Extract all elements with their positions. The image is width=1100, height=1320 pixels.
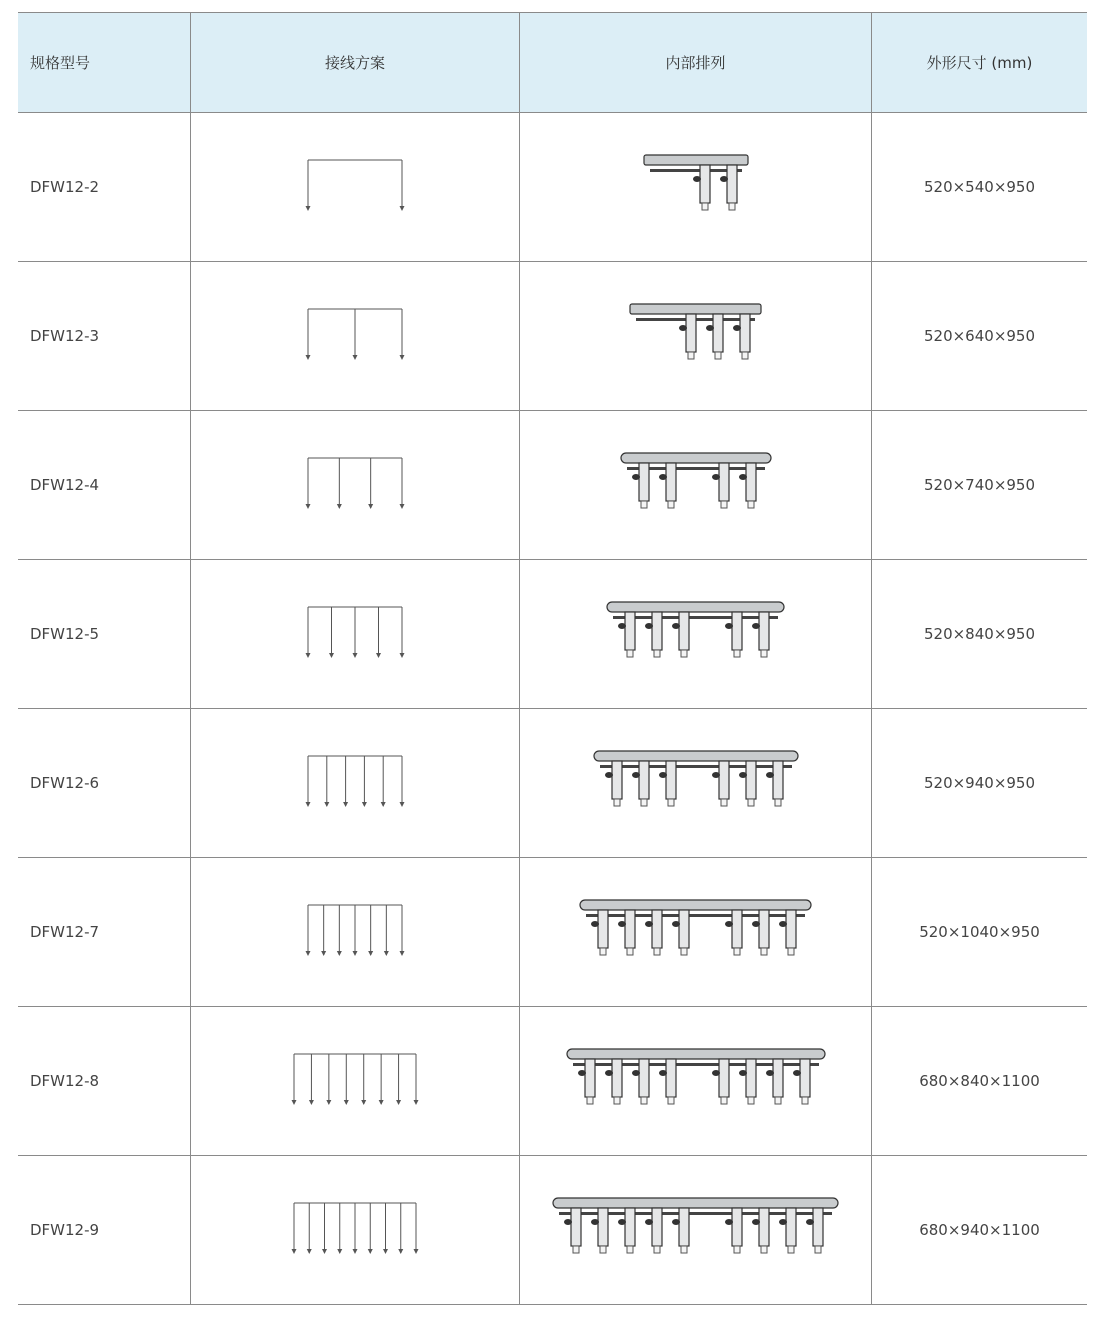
arrow-icon bbox=[343, 802, 348, 807]
internal-layout-cell bbox=[520, 262, 872, 411]
support-rail bbox=[586, 914, 805, 917]
main-bus-tube bbox=[567, 1049, 825, 1059]
arrow-icon bbox=[353, 355, 358, 360]
internal-layout-cell bbox=[520, 709, 872, 858]
dimensions-cell: 520×840×950 bbox=[872, 560, 1088, 709]
arrow-icon bbox=[400, 355, 405, 360]
header-wiring: 接线方案 bbox=[191, 13, 520, 113]
arrow-icon bbox=[337, 504, 342, 509]
arrow-icon bbox=[353, 653, 358, 658]
arrow-icon bbox=[362, 802, 367, 807]
dimensions-cell: 520×940×950 bbox=[872, 709, 1088, 858]
arrow-icon bbox=[398, 1249, 403, 1254]
table-row bbox=[18, 858, 1087, 1007]
wiring-diagram bbox=[291, 1199, 419, 1261]
internal-layout-cell bbox=[520, 1007, 872, 1156]
model-cell: DFW12-2 bbox=[18, 113, 191, 262]
arrow-icon bbox=[344, 1100, 349, 1105]
header-row bbox=[18, 13, 1087, 113]
arrow-icon bbox=[306, 355, 311, 360]
support-rail bbox=[600, 765, 792, 768]
table-row bbox=[18, 411, 1087, 560]
wiring-diagram-cell bbox=[191, 1007, 520, 1156]
arrow-icon bbox=[307, 1249, 312, 1254]
wiring-diagram bbox=[305, 454, 405, 516]
internal-layout-cell bbox=[520, 411, 872, 560]
spec-table bbox=[18, 12, 1087, 1305]
arrow-icon bbox=[368, 951, 373, 956]
table-row bbox=[18, 1007, 1087, 1156]
internal-layout-illustration bbox=[589, 743, 803, 823]
main-bus-tube bbox=[621, 453, 771, 463]
internal-layout-cell bbox=[520, 858, 872, 1007]
arrow-icon bbox=[306, 951, 311, 956]
table-row bbox=[18, 1156, 1087, 1305]
wiring-diagram-cell bbox=[191, 858, 520, 1007]
dimensions-cell: 520×1040×950 bbox=[872, 858, 1088, 1007]
model-cell: DFW12-7 bbox=[18, 858, 191, 1007]
arrow-icon bbox=[376, 653, 381, 658]
dimensions-cell: 680×940×1100 bbox=[872, 1156, 1088, 1305]
arrow-icon bbox=[329, 653, 334, 658]
arrow-icon bbox=[306, 653, 311, 658]
model-cell: DFW12-4 bbox=[18, 411, 191, 560]
table-row bbox=[18, 113, 1087, 262]
arrow-icon bbox=[337, 1249, 342, 1254]
model-cell: DFW12-9 bbox=[18, 1156, 191, 1305]
wiring-diagram bbox=[305, 901, 405, 963]
model-cell: DFW12-3 bbox=[18, 262, 191, 411]
header-dimensions: 外形尺寸 (mm) bbox=[872, 13, 1088, 113]
wiring-diagram-cell bbox=[191, 560, 520, 709]
arrow-icon bbox=[383, 1249, 388, 1254]
arrow-icon bbox=[306, 504, 311, 509]
arrow-icon bbox=[379, 1100, 384, 1105]
internal-layout-illustration bbox=[562, 1041, 830, 1121]
model-cell: DFW12-8 bbox=[18, 1007, 191, 1156]
arrow-icon bbox=[414, 1249, 419, 1254]
arrow-icon bbox=[326, 1100, 331, 1105]
arrow-icon bbox=[306, 206, 311, 211]
wiring-diagram bbox=[291, 1050, 419, 1112]
dimensions-cell: 520×540×950 bbox=[872, 113, 1088, 262]
arrow-icon bbox=[368, 504, 373, 509]
model-cell: DFW12-5 bbox=[18, 560, 191, 709]
arrow-icon bbox=[306, 802, 311, 807]
arrow-icon bbox=[324, 802, 329, 807]
arrow-icon bbox=[309, 1100, 314, 1105]
wiring-diagram-cell bbox=[191, 113, 520, 262]
wiring-diagram-cell bbox=[191, 411, 520, 560]
arrow-icon bbox=[400, 951, 405, 956]
arrow-icon bbox=[361, 1100, 366, 1105]
arrow-icon bbox=[400, 504, 405, 509]
wiring-diagram bbox=[305, 752, 405, 814]
internal-layout-illustration bbox=[548, 1190, 843, 1270]
arrow-icon bbox=[414, 1100, 419, 1105]
header-layout: 内部排列 bbox=[520, 13, 872, 113]
wiring-diagram-cell bbox=[191, 709, 520, 858]
main-bus-tube bbox=[580, 900, 811, 910]
header-model: 规格型号 bbox=[18, 13, 191, 113]
table-row bbox=[18, 709, 1087, 858]
arrow-icon bbox=[368, 1249, 373, 1254]
arrow-icon bbox=[353, 951, 358, 956]
arrow-icon bbox=[321, 951, 326, 956]
table-row bbox=[18, 262, 1087, 411]
dimensions-cell: 520×640×950 bbox=[872, 262, 1088, 411]
main-bus-tube bbox=[594, 751, 798, 761]
internal-layout-illustration bbox=[625, 296, 766, 376]
arrow-icon bbox=[381, 802, 386, 807]
internal-layout-illustration bbox=[575, 892, 816, 972]
arrow-icon bbox=[400, 206, 405, 211]
dimensions-cell: 680×840×1100 bbox=[872, 1007, 1088, 1156]
internal-layout-illustration bbox=[639, 147, 753, 227]
wiring-diagram-cell bbox=[191, 1156, 520, 1305]
wiring-diagram bbox=[305, 305, 405, 367]
support-rail bbox=[613, 616, 778, 619]
internal-layout-cell bbox=[520, 560, 872, 709]
internal-layout-illustration bbox=[602, 594, 789, 674]
internal-layout-cell bbox=[520, 1156, 872, 1305]
arrow-icon bbox=[400, 802, 405, 807]
dimensions-cell: 520×740×950 bbox=[872, 411, 1088, 560]
internal-layout-cell bbox=[520, 113, 872, 262]
main-bus-tube bbox=[553, 1198, 838, 1208]
arrow-icon bbox=[322, 1249, 327, 1254]
arrow-icon bbox=[337, 951, 342, 956]
wiring-diagram bbox=[305, 603, 405, 665]
main-bus-tube bbox=[630, 304, 761, 314]
wiring-diagram bbox=[305, 156, 405, 218]
arrow-icon bbox=[396, 1100, 401, 1105]
model-cell: DFW12-6 bbox=[18, 709, 191, 858]
arrow-icon bbox=[353, 1249, 358, 1254]
arrow-icon bbox=[400, 653, 405, 658]
table-body bbox=[18, 113, 1087, 1305]
wiring-diagram-cell bbox=[191, 262, 520, 411]
main-bus-tube bbox=[607, 602, 784, 612]
arrow-icon bbox=[292, 1249, 297, 1254]
arrow-icon bbox=[292, 1100, 297, 1105]
arrow-icon bbox=[384, 951, 389, 956]
main-bus-tube bbox=[644, 155, 748, 165]
internal-layout-illustration bbox=[616, 445, 776, 525]
table-row bbox=[18, 560, 1087, 709]
